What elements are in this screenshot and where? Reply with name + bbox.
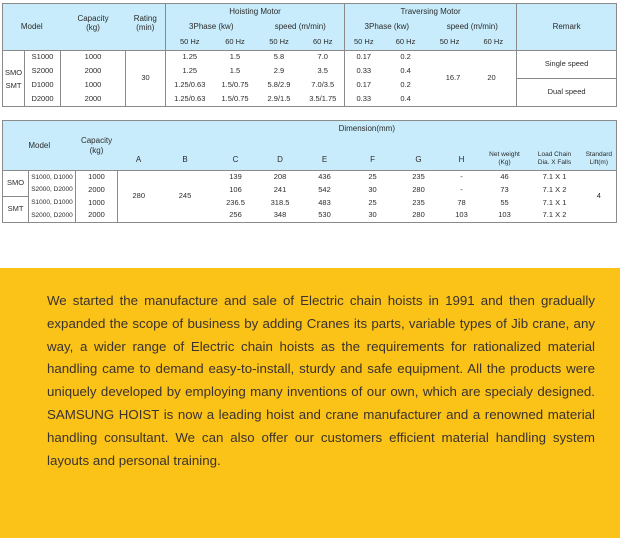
table-row bbox=[3, 197, 617, 210]
dim-group-smt: SMT bbox=[3, 197, 29, 223]
table-row bbox=[3, 210, 617, 223]
dim-header-capacity-text: Capacity (kg) bbox=[80, 136, 113, 155]
row-hoist-speed50: 5.8 bbox=[273, 52, 285, 62]
dim-row-d: 208 bbox=[273, 171, 287, 181]
dim-row-f: 30 bbox=[368, 210, 377, 220]
trav-speed-60: 20 bbox=[487, 73, 496, 83]
dim-row-f: 30 bbox=[368, 184, 377, 194]
dim-row-h: - bbox=[460, 171, 463, 181]
row-hoist-kw50: 1.25/0.63 bbox=[166, 93, 214, 107]
row-trav-kw60: 0.4 bbox=[400, 93, 411, 103]
dim-group-smo: SMO bbox=[6, 178, 25, 188]
motor-spec-table bbox=[2, 3, 617, 107]
row-capacity: 2000 bbox=[61, 93, 126, 107]
dim-row-chain: 7.1 X 2 bbox=[542, 210, 567, 220]
row-hoist-kw50: 1.25 bbox=[166, 51, 214, 65]
header-hoist-3phase: 3Phase (kw) bbox=[166, 19, 257, 35]
dim-col-g: G bbox=[415, 154, 422, 164]
dim-row-capacity: 2000 bbox=[76, 210, 118, 223]
dim-header-capacity bbox=[76, 121, 118, 171]
table-row bbox=[3, 171, 617, 184]
dim-b-value: 245 bbox=[178, 191, 192, 201]
dim-col-h: H bbox=[458, 154, 465, 164]
header-rating bbox=[126, 4, 166, 51]
header-hz50: 50 Hz bbox=[345, 35, 383, 51]
dim-row-f: 25 bbox=[368, 197, 377, 207]
row-hoist-speed50: 2.9 bbox=[273, 66, 285, 76]
dim-row-model: S1000, D1000 bbox=[29, 197, 76, 210]
dim-row-d: 241 bbox=[273, 184, 287, 194]
dim-row-e: 483 bbox=[318, 197, 331, 207]
dim-col-b: B bbox=[182, 154, 188, 164]
header-hz50: 50 Hz bbox=[166, 35, 214, 51]
row-trav-kw50: 0.17 bbox=[345, 51, 383, 65]
dim-row-h: 103 bbox=[455, 210, 468, 220]
dim-row-e: 436 bbox=[318, 171, 331, 181]
header-capacity bbox=[61, 4, 126, 51]
header-rating-text: Rating (min) bbox=[133, 14, 157, 33]
dim-col-c: C bbox=[232, 154, 239, 164]
header-hoisting-motor: Hoisting Motor bbox=[166, 4, 345, 19]
row-trav-kw50: 0.17 bbox=[345, 79, 383, 93]
dim-row-e: 530 bbox=[318, 210, 331, 220]
row-hoist-speed60: 3.5 bbox=[317, 66, 328, 76]
dim-row-h: 78 bbox=[457, 197, 466, 207]
row-trav-kw50: 0.33 bbox=[345, 93, 383, 107]
header-remark: Remark bbox=[517, 4, 617, 51]
row-trav-kw50: 0.33 bbox=[345, 65, 383, 79]
row-capacity: 1000 bbox=[61, 79, 126, 93]
header-model: Model bbox=[20, 22, 43, 32]
dim-a-value: 280 bbox=[118, 171, 160, 223]
row-hoist-kw60: 1.5/0.75 bbox=[221, 80, 249, 90]
dim-row-g: 235 bbox=[412, 171, 425, 181]
dim-col-load-chain bbox=[528, 137, 582, 171]
dim-row-d: 318.5 bbox=[270, 197, 290, 207]
remark-dual-speed: Dual speed bbox=[517, 79, 617, 107]
row-hoist-speed50: 2.9/1.5 bbox=[267, 93, 291, 103]
dim-row-c: 139 bbox=[229, 171, 242, 181]
dim-col-d: D bbox=[277, 154, 283, 164]
row-hoist-speed60: 7.0/3.5 bbox=[311, 80, 335, 90]
header-capacity-text: Capacity (kg) bbox=[77, 14, 109, 33]
dim-row-e: 542 bbox=[318, 184, 331, 194]
dim-col-standard-lift-text: Standard Lift(m) bbox=[585, 151, 612, 166]
row-hoist-kw60: 1.5 bbox=[229, 66, 241, 76]
dim-row-g: 280 bbox=[412, 210, 425, 220]
header-trav-speed: speed (m/min) bbox=[446, 21, 498, 31]
row-trav-kw60: 0.4 bbox=[400, 66, 411, 76]
dim-row-model: S2000, D2000 bbox=[29, 210, 76, 223]
row-trav-kw60: 0.2 bbox=[400, 80, 411, 90]
row-capacity: 2000 bbox=[61, 65, 126, 79]
header-hz50: 50 Hz bbox=[439, 36, 460, 46]
dim-row-weight: 46 bbox=[500, 171, 509, 181]
group-label-smo: SMO bbox=[4, 67, 23, 77]
header-hz60: 60 Hz bbox=[395, 36, 416, 46]
dim-row-model: S1000, D1000 bbox=[29, 171, 76, 184]
dim-col-standard-lift bbox=[582, 137, 617, 171]
trav-speed-cell bbox=[429, 51, 517, 107]
header-hz60: 60 Hz bbox=[312, 36, 333, 46]
dim-col-net-weight bbox=[482, 137, 528, 171]
dim-col-f: F bbox=[370, 154, 375, 164]
dim-row-chain: 7.1 X 1 bbox=[542, 197, 567, 207]
dim-row-g: 235 bbox=[412, 197, 425, 207]
row-hoist-speed60: 3.5/1.75 bbox=[309, 93, 337, 103]
dim-row-weight: 55 bbox=[500, 197, 509, 207]
dim-row-c: 256 bbox=[229, 210, 242, 220]
row-hoist-kw50: 1.25 bbox=[166, 65, 214, 79]
row-hoist-speed60: 7.0 bbox=[317, 52, 328, 62]
dim-row-weight: 73 bbox=[500, 184, 509, 194]
group-label-smt: SMT bbox=[5, 80, 22, 90]
header-hz50: 50 Hz bbox=[269, 36, 289, 46]
dim-row-chain: 7.1 X 1 bbox=[542, 171, 567, 181]
dim-col-load-chain-text: Load Chain Dia. X Falls bbox=[537, 151, 572, 166]
dim-row-capacity: 1000 bbox=[76, 197, 118, 210]
trav-speed-50: 16.7 bbox=[445, 73, 461, 83]
dim-row-chain: 7.1 X 2 bbox=[542, 184, 567, 194]
company-description-panel bbox=[0, 268, 620, 538]
dim-header-model: Model bbox=[28, 140, 51, 150]
dim-row-capacity: 1000 bbox=[76, 171, 118, 184]
rating-value: 30 bbox=[126, 51, 166, 107]
dim-row-capacity: 2000 bbox=[76, 184, 118, 197]
dim-row-c: 106 bbox=[229, 184, 242, 194]
dim-row-d: 348 bbox=[273, 210, 287, 220]
header-hz60: 60 Hz bbox=[483, 36, 504, 46]
header-trav-3phase: 3Phase (kw) bbox=[345, 19, 429, 35]
dim-standard-lift-value: 4 bbox=[596, 191, 601, 201]
row-hoist-kw50: 1.25/0.63 bbox=[166, 79, 214, 93]
dim-header-dimension: Dimension(mm) bbox=[338, 124, 396, 134]
row-trav-kw60: 0.2 bbox=[400, 52, 411, 62]
dim-row-h: - bbox=[460, 184, 463, 194]
dim-row-g: 280 bbox=[412, 184, 425, 194]
row-capacity: 1000 bbox=[61, 51, 126, 65]
dim-row-model: S2000, D2000 bbox=[29, 184, 76, 197]
row-model: S2000 bbox=[25, 65, 61, 79]
company-description-text: We started the manufacture and sale of Electric chain hoists in 1991 and then gradually expanded the scope of business by adding Cranes its parts, variable types of Jib crane, any way, a wider range of Electric chain hoists as the requirements for rationalized material handling came to demand easy-to-install, sturdy and safe equipment. All the products were uniquely developed by employing many inventions of our own, which are specialy designed. SAMSUNG HOIST is now a leading hoist and crane manufacturer and a renowned material handling consultant. We can also offer our customers efficient material handling system layouts and personal training. bbox=[47, 293, 595, 468]
row-hoist-kw60: 1.5 bbox=[229, 52, 241, 62]
dim-row-c: 236.5 bbox=[226, 197, 245, 207]
row-model: S1000 bbox=[25, 51, 61, 65]
table-row bbox=[3, 184, 617, 197]
dim-col-e: E bbox=[321, 154, 328, 164]
dim-row-f: 25 bbox=[368, 171, 377, 181]
table-row bbox=[3, 79, 617, 93]
dimension-table bbox=[2, 120, 617, 223]
group-labels bbox=[3, 51, 25, 107]
row-hoist-speed50: 5.8/2.9 bbox=[267, 80, 291, 90]
dim-row-weight: 103 bbox=[498, 210, 511, 220]
header-traversing-motor: Traversing Motor bbox=[345, 4, 517, 19]
remark-single-speed: Single speed bbox=[517, 51, 617, 79]
table-row bbox=[3, 51, 617, 65]
row-model: D2000 bbox=[25, 93, 61, 107]
header-hoist-speed: speed (m/min) bbox=[274, 21, 326, 31]
dim-col-a: A bbox=[135, 154, 142, 164]
header-hz60: 60 Hz bbox=[225, 36, 245, 46]
row-hoist-kw60: 1.5/0.75 bbox=[221, 93, 249, 103]
dim-col-net-weight-text: Net weight (Kg) bbox=[489, 151, 520, 166]
row-model: D1000 bbox=[25, 79, 61, 93]
